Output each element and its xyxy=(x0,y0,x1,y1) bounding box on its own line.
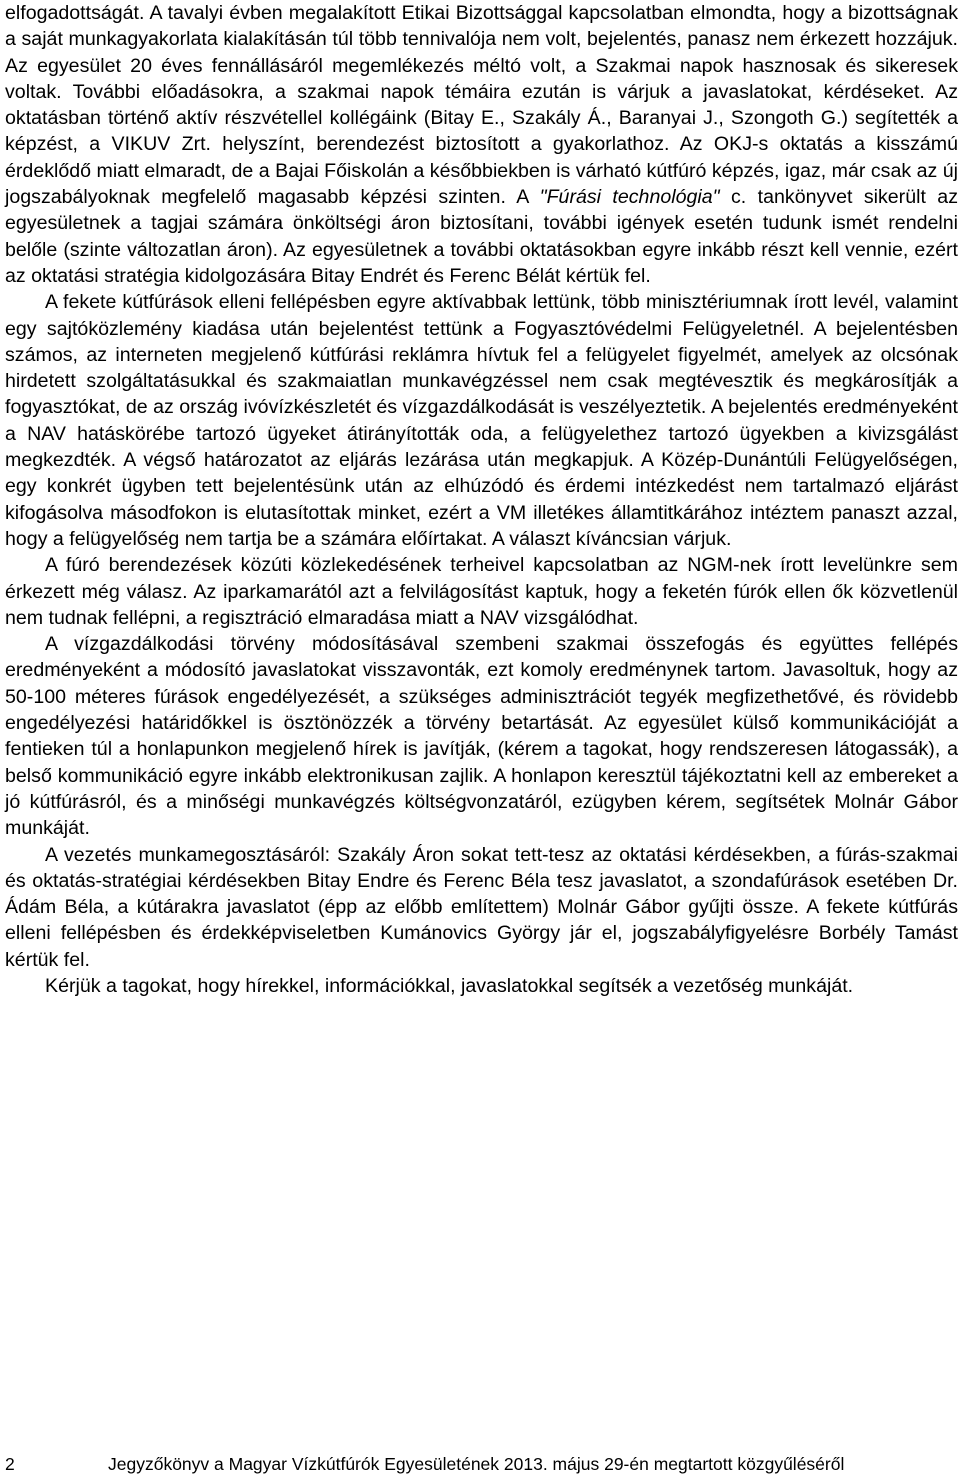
page-footer xyxy=(5,1450,958,1478)
footer-divider xyxy=(5,1448,958,1449)
paragraph-3-text: A fúró berendezések közúti közlekedésének terheivel kapcsolatban az NGM-nek írott levelünkre sem érkezett még válasz. Az iparkamarától azt a felvilágosítást kaptuk, hogy a feketén fúrók ellen ők közvetlenül nem tudnak fellépni, a regisztráció elmaradása miatt a NAV vizsgálódhat. xyxy=(5,554,958,629)
paragraph-2-text: A fekete kútfúrások elleni fellépésben egyre aktívabbak lettünk, több minisztériumnak írott levél, valamint egy sajtóközlemény kiadása után bejelentést tettünk a Fogyasztóvédelmi Felügyeletnél. A bejelentésben számos, az interneten megjelenő kútfúrási reklámra hívtuk fel a felügyelet figyelmét, amelyek az olcsónak hirdetett szolgáltatásukkal és szakmaiatlan munkavégzéssel nem csak megtévesztik és megkárosítják a fogyasztókat, de az ország ivóvízkészletét és vízgazdálkodását is veszélyeztetik. A bejelentés eredményeként a NAV hatáskörébe tartozó ügyeket átirányították oda, a felügyelethez tartozó ügyekben a kivizsgálást megkezdték. A végső határozatot az eljárás lezárása után megkapjuk. A Közép-Dunántúli Felügyelőségen, egy konkrét ügyben tett bejelentésünk után az elhúzódó és érdemi intézkedést nem tartalmazó eljárást kifogásolva másodfokon is elutasítottak minket, ezért a VM illetékes államtitkárához intéztem panaszt azzal, hogy a felügyelőség nem tartja be a számára előírtakat. A választ kíváncsian várjuk. xyxy=(5,291,958,550)
paragraph-5 xyxy=(5,842,958,973)
paragraph-4-text: A vízgazdálkodási törvény módosításával szembeni szakmai összefogás és együttes fellépés eredményeként a módosító javaslatokat visszavonták, ezt komoly eredménynek tartom. Javasoltuk, hogy az 50-100 méteres fúrások engedélyezését, a szükséges adminisztrációt tegyék megfizethetővé, és rövidebb engedélyezési határidőkkel is ösztönözzék a törvény betartását. Az egyesület külső kommunikációját a fentieken túl a honlapunkon megjelenő hírek is javítják, (kérem a tagokat, hogy rendszeresen látogassák), a belső kommunikáció egyre inkább elektronikusan zajlik. A honlapon keresztül tájékoztatni kell az embereket a jó kútfúrásról, és a minőségi munkavégzés költségvonzatáról, ezügyben kérem, segítsétek Molnár Gábor munkáját. xyxy=(5,633,958,840)
paragraph-1-text-a: elfogadottságát. A tavalyi évben megalakított Etikai Bizottsággal kapcsolatban elmondta, hogy a bizottságnak a saját munkagyakorlata kialakításán túl több tennivalója nem volt, bejelentés, panasz nem érkezett hozzájuk. Az egyesület 20 éves fennállásáról megemlékezés méltó volt, a Szakmai napok hasznosak és sikeresek voltak. További előadásokra, a szakmai napok témáira ezután is várjuk a javaslatokat, kérdéseket. Az oktatásban történő aktív részvétellel kollégáink (Bitay E., Szakály Á., Baranyai J., Szongoth G.) segítették a képzést, a VIKUV Zrt. helyszínt, berendezést biztosított a gyakorlathoz. Az OKJ-s oktatás a kisszámú érdeklődő miatt elmaradt, de a Bajai Főiskolán a későbbiekben is várható kútfúró képzés, igaz, már csak az új jogszabályoknak megfelelő magasabb képzési szinten. A xyxy=(5,2,958,209)
paragraph-5-text: A vezetés munkamegosztásáról: Szakály Áron sokat tett-tesz az oktatási kérdésekben, a fúrás-szakmai és oktatás-stratégiai kérdésekben Bitay Endre és Ferenc Béla tesz javaslatot, a szondafúrások esetében Dr. Ádám Béla, a kútárakra javaslatot (épp az előbb említettem) Molnár Gábor gyűjti össze. A fekete kútfúrás elleni fellépésben és érdekképviseletben Kumánovics György jár el, jogszabályfigyelésre Borbély Tamást kértük fel. xyxy=(5,843,958,971)
document-body xyxy=(5,0,958,999)
paragraph-6 xyxy=(5,973,958,999)
paragraph-3 xyxy=(5,552,958,631)
paragraph-2 xyxy=(5,289,958,552)
paragraph-1-text-b: c. tankönyvet sikerült az egyesületnek a tagjai számára önköltségi áron biztosítani, további igények esetén tudunk ismét rendelni belőle (szinte változatlan áron). Az egyesületnek a további oktatásokban egyre inkább részt kell vennie, ezért az oktatási stratégia kidolgozására Bitay Endrét és Ferenc Bélát kértük fel. xyxy=(5,186,958,287)
book-title-emphasis: "Fúrási technológia" xyxy=(539,186,720,209)
paragraph-6-text: Kérjük a tagokat, hogy hírekkel, információkkal, javaslatokkal segítsék a vezetőség munkáját. xyxy=(45,974,854,997)
footer-title: Jegyzőkönyv a Magyar Vízkútfúrók Egyesületének 2013. május 29-én megtartott közgyűléséről xyxy=(108,1454,845,1474)
paragraph-1 xyxy=(5,0,958,289)
page-number: 2 xyxy=(5,1454,15,1474)
paragraph-4 xyxy=(5,631,958,841)
